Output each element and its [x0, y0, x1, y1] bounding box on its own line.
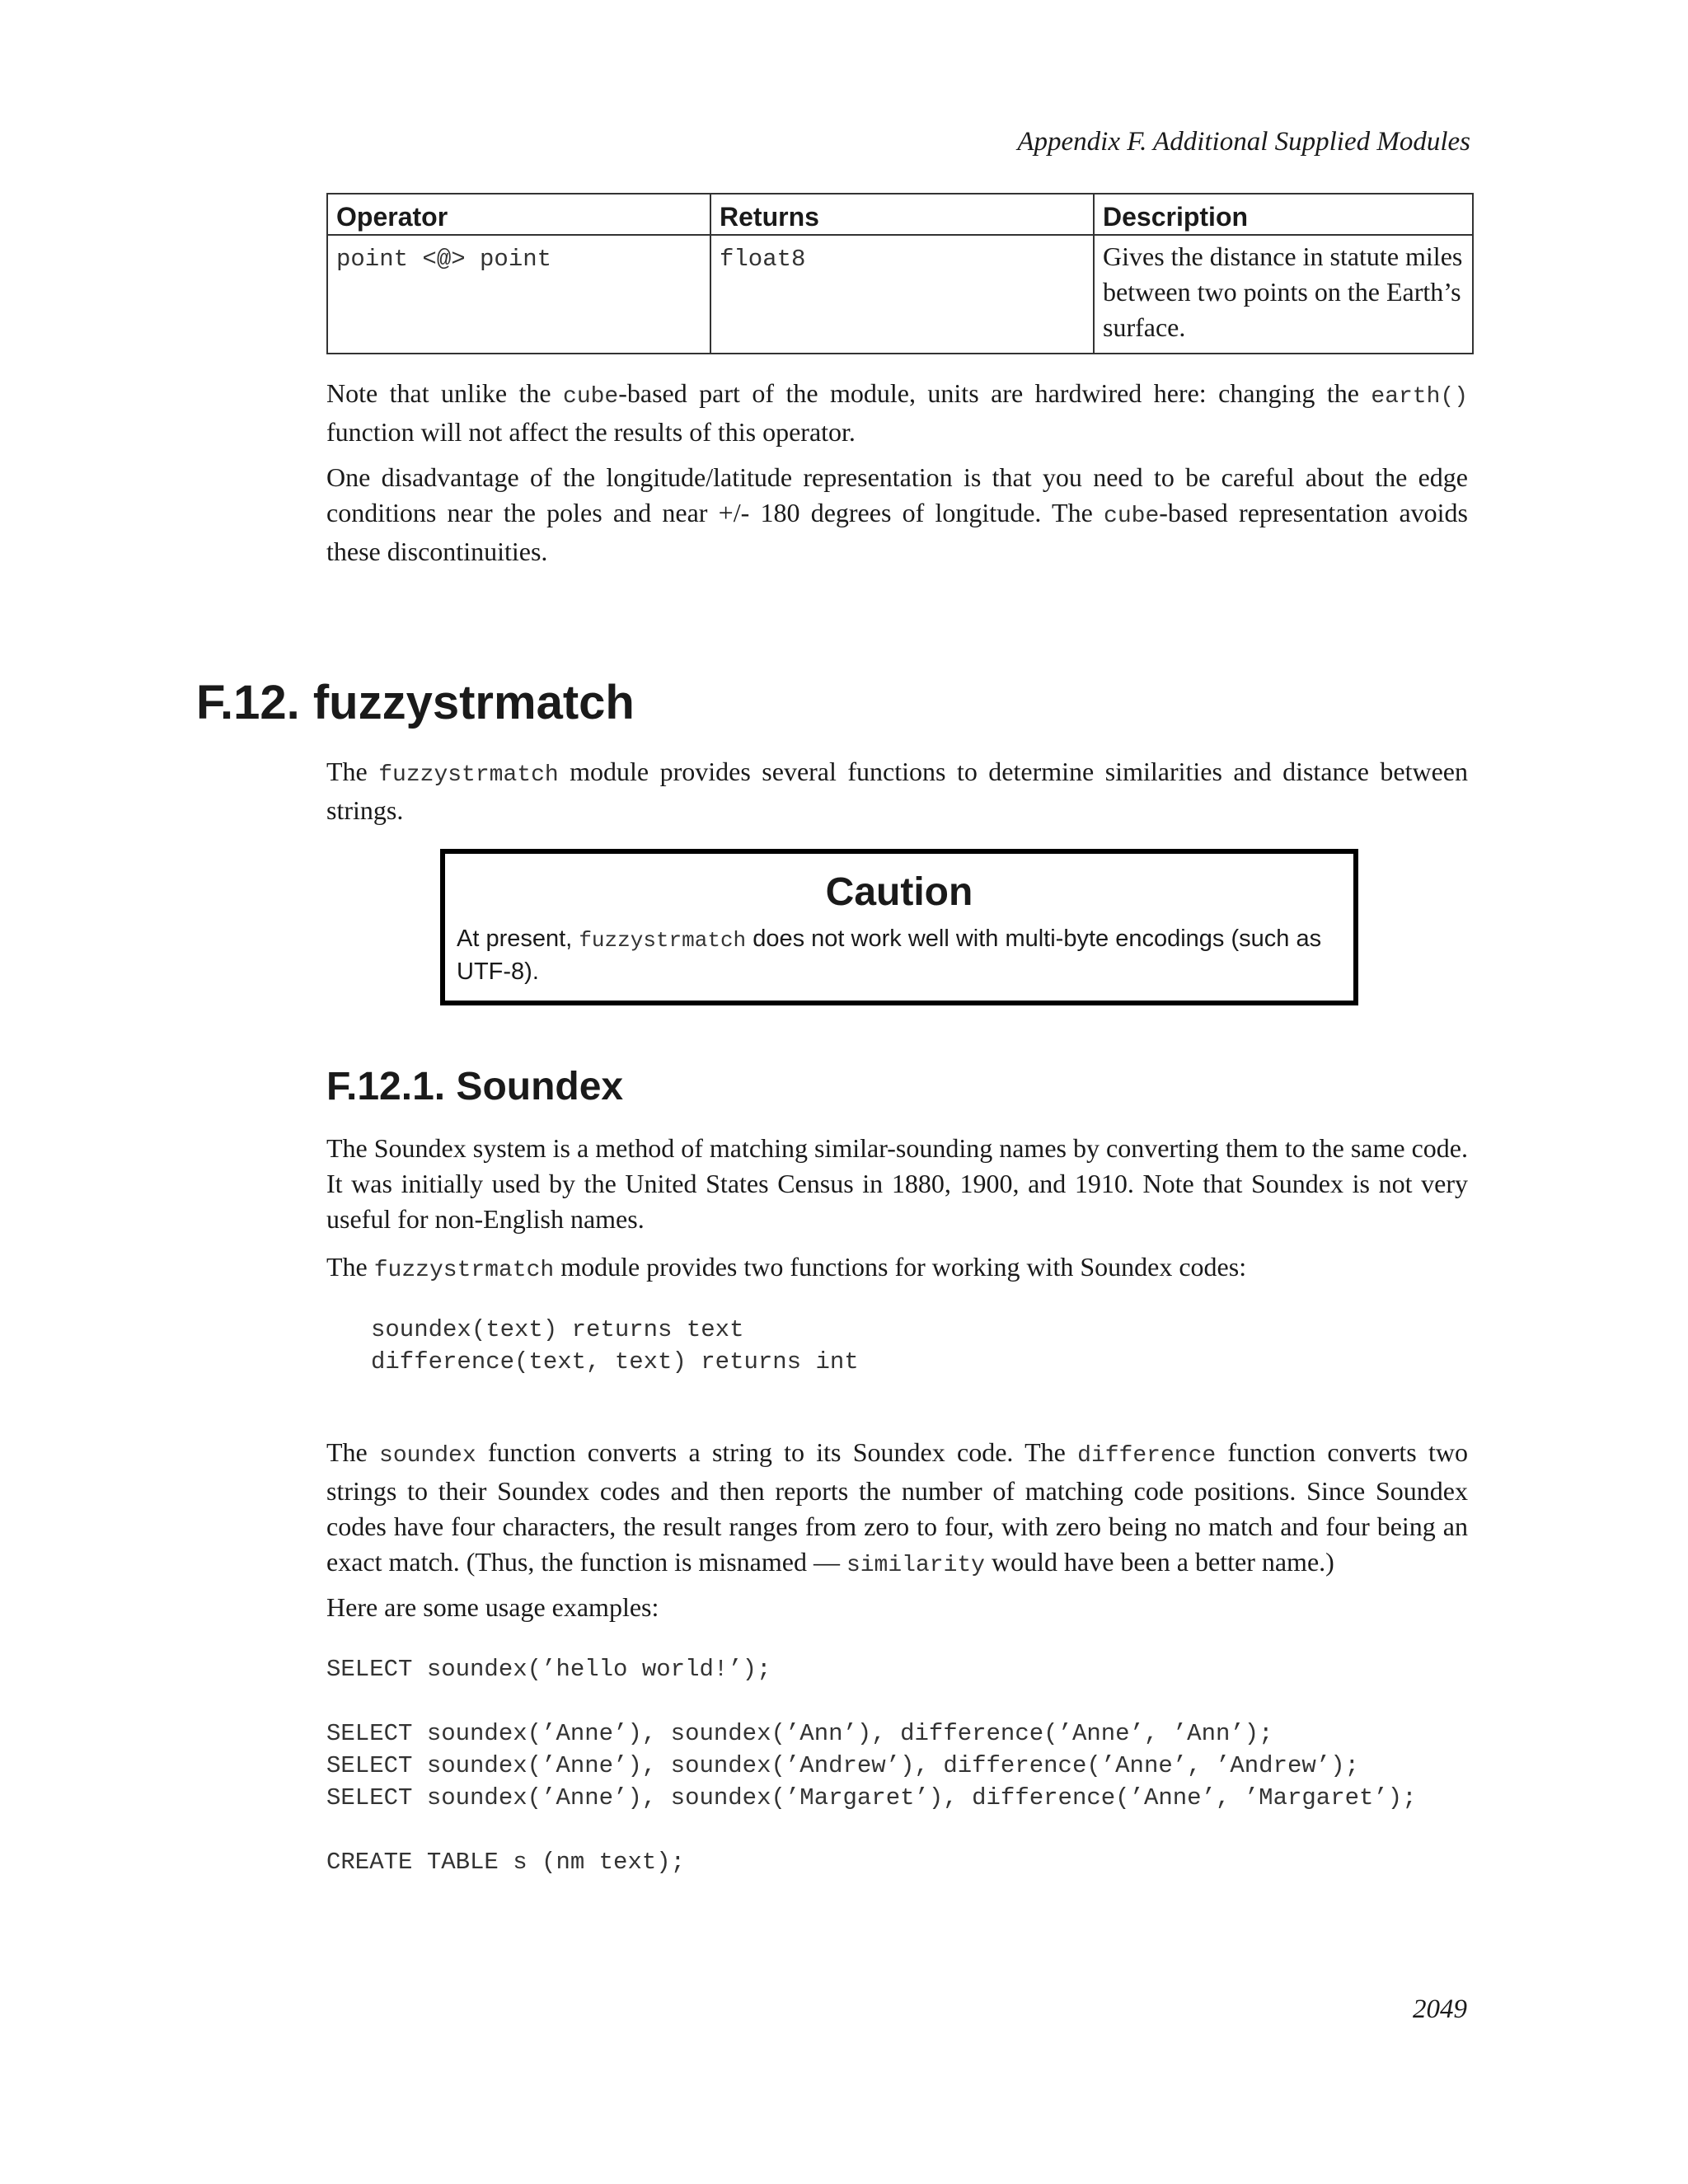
- paragraph-units-note: [326, 376, 1468, 450]
- text-run: module provides several functions to determine similarities and distance between strings.: [326, 757, 1469, 825]
- paragraph-section-intro: [326, 754, 1468, 828]
- text-run: One disadvantage of the longitude/latitude representation is that you need to be careful about the edge conditions near the poles and near +/- 180 degrees of longitude. The: [326, 462, 1468, 527]
- return-type-code: float8: [720, 246, 806, 273]
- text-run: The: [326, 757, 379, 786]
- table-row: [327, 235, 1473, 354]
- paragraph-usage-intro: Here are some usage examples:: [326, 1592, 659, 1622]
- cell-description: Gives the distance in statute miles between two points on the Earth’s surface.: [1094, 235, 1473, 354]
- function-synopsis: soundex(text) returns text difference(text, text) returns int: [371, 1316, 859, 1376]
- text-run: module provides two functions for working with Soundex codes:: [554, 1252, 1247, 1282]
- caution-box: [440, 849, 1358, 1005]
- inline-code: fuzzystrmatch: [579, 928, 747, 953]
- paragraph-soundex-functions: [326, 1249, 1468, 1288]
- column-header-operator: Operator: [327, 194, 710, 235]
- text-run: Note that unlike the: [326, 378, 564, 408]
- column-header-returns: Returns: [710, 194, 1094, 235]
- inline-code: fuzzystrmatch: [378, 762, 559, 788]
- text-run: function converts a string to its Soundex code. The: [476, 1437, 1078, 1467]
- table-header-row: [327, 194, 1473, 235]
- paragraph-function-explanation: [326, 1435, 1468, 1583]
- column-header-description: Description: [1094, 194, 1473, 235]
- caution-title: Caution: [825, 870, 973, 914]
- running-header: Appendix F. Additional Supplied Modules: [1017, 127, 1470, 157]
- paragraph-soundex-description: The Soundex system is a method of matching similar-sounding names by converting them to the same code. It was initially used by the United States Census in 1880, 1900, and 1910. Note that Soundex is not very useful for non-English names.: [326, 1133, 1468, 1234]
- text-run: The: [326, 1437, 380, 1467]
- inline-code: similarity: [846, 1553, 985, 1578]
- subsection-title: F.12.1. Soundex: [326, 1065, 624, 1108]
- inline-code: soundex: [379, 1443, 476, 1469]
- text-run: would have been a better name.): [984, 1547, 1334, 1577]
- usage-examples-code: SELECT soundex(’hello world!’); SELECT soundex(’Anne’), soundex(’Ann’), difference(’Anne’, ’Ann’); SELECT soundex(’Anne’), soundex(’Andrew’), difference(’Anne’, ’Andrew’); SELECT soundex(’Anne’), soundex(’Margaret’), difference(’Anne’, ’Margaret’); CREATE TABLE s (nm text);: [326, 1656, 1417, 1876]
- text-run: function will not affect the results of this operator.: [326, 417, 856, 447]
- operator-code: point <@> point: [336, 246, 552, 273]
- text-run: function converts two strings to their Soundex codes and then reports the number of matching code positions. Since Soundex codes have four characters, the result ranges from zero to four, with zero being no match and four being an exact match. (Thus, the function is misnamed —: [326, 1437, 1469, 1577]
- inline-code: difference: [1077, 1443, 1217, 1469]
- text-run: At present,: [457, 926, 579, 952]
- inline-code: earth(): [1371, 384, 1469, 410]
- paragraph-disadvantage-note: [326, 460, 1468, 569]
- text-run: -based representation avoids these discontinuities.: [326, 498, 1469, 566]
- page-number: 2049: [1413, 1994, 1467, 2024]
- inline-code: cube: [1104, 504, 1160, 529]
- text-run: The: [326, 1252, 374, 1282]
- inline-code: fuzzystrmatch: [373, 1258, 555, 1283]
- cell-returns: [710, 235, 1094, 354]
- cell-operator: [327, 235, 710, 354]
- inline-code: cube: [563, 384, 619, 410]
- section-title: F.12. fuzzystrmatch: [196, 676, 635, 729]
- text-run: -based part of the module, units are hardwired here: changing the: [618, 378, 1372, 408]
- operator-table: [326, 193, 1474, 354]
- text-run: does not work well with multi-byte encodings (such as UTF-8).: [457, 926, 1322, 985]
- caution-text: [457, 923, 1342, 987]
